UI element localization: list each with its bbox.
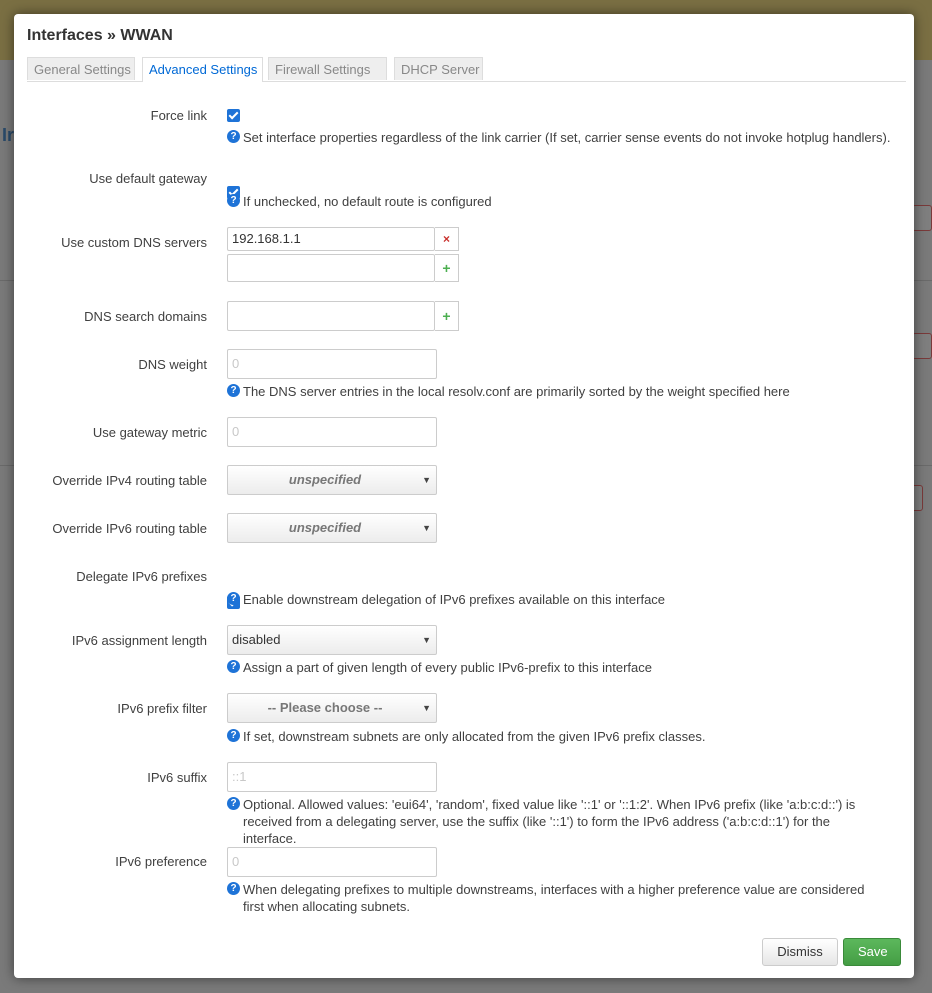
dns-server-input-new[interactable] xyxy=(227,254,435,282)
ipv6-table-select[interactable] xyxy=(227,513,437,543)
delegate-help xyxy=(227,591,665,608)
ipv4-table-value: unspecified xyxy=(288,472,362,487)
chevron-down-icon: ▼ xyxy=(422,635,431,645)
gateway-metric-input[interactable]: 0 xyxy=(227,417,437,447)
force-link-help xyxy=(227,129,890,146)
force-link-checkbox[interactable] xyxy=(227,109,240,122)
prefix-filter-help-text: If set, downstream subnets are only allocated from the given IPv6 prefix classes. xyxy=(243,729,706,744)
force-link-help-text: Set interface properties regardless of the link carrier (If set, carrier sense events do not invoke hotplug handlers). xyxy=(243,130,891,145)
delegate-help-text: Enable downstream delegation of IPv6 prefixes available on this interface xyxy=(243,592,666,607)
dismiss-button[interactable]: Dismiss xyxy=(762,938,838,966)
preference-input[interactable]: 0 xyxy=(227,847,437,877)
prefix-filter-help xyxy=(227,728,705,745)
ipv6-table-value: unspecified xyxy=(288,520,362,535)
dns-search-input[interactable] xyxy=(227,301,435,331)
suffix-label: IPv6 suffix xyxy=(147,770,207,785)
dns-weight-label: DNS weight xyxy=(138,357,207,372)
assign-length-value: disabled xyxy=(232,632,281,647)
dns-search-label: DNS search domains xyxy=(84,309,207,324)
save-button[interactable]: Save xyxy=(843,938,901,966)
dns-weight-input[interactable]: 0 xyxy=(227,349,437,379)
add-search-domain-button[interactable]: + xyxy=(435,301,459,331)
background-button xyxy=(912,205,932,231)
dns-server-input[interactable]: 192.168.1.1 xyxy=(227,227,435,251)
help-icon: ? xyxy=(227,797,240,810)
assign-length-help-text: Assign a part of given length of every public IPv6-prefix to this interface xyxy=(243,660,652,675)
preference-label: IPv6 preference xyxy=(115,854,207,869)
dns-weight-help xyxy=(227,383,790,400)
help-icon: ? xyxy=(227,882,240,895)
gateway-metric-label: Use gateway metric xyxy=(92,425,207,440)
remove-dns-button[interactable]: × xyxy=(435,227,459,251)
suffix-input[interactable]: ::1 xyxy=(227,762,437,792)
prefix-filter-label: IPv6 prefix filter xyxy=(117,701,207,716)
suffix-help xyxy=(227,796,887,847)
help-icon: ? xyxy=(227,729,240,742)
assign-length-label: IPv6 assignment length xyxy=(71,633,207,648)
help-icon: ? xyxy=(227,384,240,397)
suffix-help-text: Optional. Allowed values: 'eui64', 'random', fixed value like '::1' or '::1:2'. When IPv6 prefix (like 'a:b:c:d::') is received from a delegating server, use the suffix (like '::1') to form the IPv6 address ('a:b:c:d::1') for the interface. xyxy=(243,797,856,846)
dns-weight-help-text: The DNS server entries in the local resolv.conf are primarily sorted by the weight specified here xyxy=(243,384,790,399)
default-gateway-help xyxy=(227,193,492,210)
force-link-label: Force link xyxy=(150,108,207,123)
chevron-down-icon: ▼ xyxy=(422,703,431,713)
preference-help-text: When delegating prefixes to multiple downstreams, interfaces with a higher preference value are considered first when allocating subnets. xyxy=(243,882,865,914)
help-icon: ? xyxy=(227,194,240,207)
chevron-down-icon: ▼ xyxy=(422,523,431,533)
preference-help xyxy=(227,881,887,915)
ipv4-table-label: Override IPv4 routing table xyxy=(52,473,207,488)
assign-length-select[interactable] xyxy=(227,625,437,655)
assign-length-help xyxy=(227,659,652,676)
default-gateway-help-text: If unchecked, no default route is configured xyxy=(243,194,492,209)
modal-title: Interfaces » WWAN xyxy=(27,27,173,44)
tab-general-settings[interactable]: General Settings xyxy=(27,57,135,80)
ipv4-table-select[interactable] xyxy=(227,465,437,495)
default-gateway-label: Use default gateway xyxy=(89,171,207,186)
tab-firewall-settings[interactable]: Firewall Settings xyxy=(268,57,387,80)
prefix-filter-value: -- Please choose -- xyxy=(267,700,383,715)
interface-edit-modal xyxy=(14,14,914,978)
background-button xyxy=(912,333,932,359)
background-heading-fragment: Ir xyxy=(2,125,15,145)
delegate-label: Delegate IPv6 prefixes xyxy=(76,569,207,584)
chevron-down-icon: ▼ xyxy=(422,475,431,485)
tab-advanced-settings[interactable]: Advanced Settings xyxy=(142,57,263,82)
help-icon: ? xyxy=(227,592,240,605)
prefix-filter-select[interactable] xyxy=(227,693,437,723)
tab-bar xyxy=(27,57,906,82)
tab-dhcp-server[interactable]: DHCP Server xyxy=(394,57,483,80)
ipv6-table-label: Override IPv6 routing table xyxy=(52,521,207,536)
custom-dns-label: Use custom DNS servers xyxy=(61,235,207,250)
help-icon: ? xyxy=(227,660,240,673)
add-dns-button[interactable]: + xyxy=(435,254,459,282)
help-icon: ? xyxy=(227,130,240,143)
